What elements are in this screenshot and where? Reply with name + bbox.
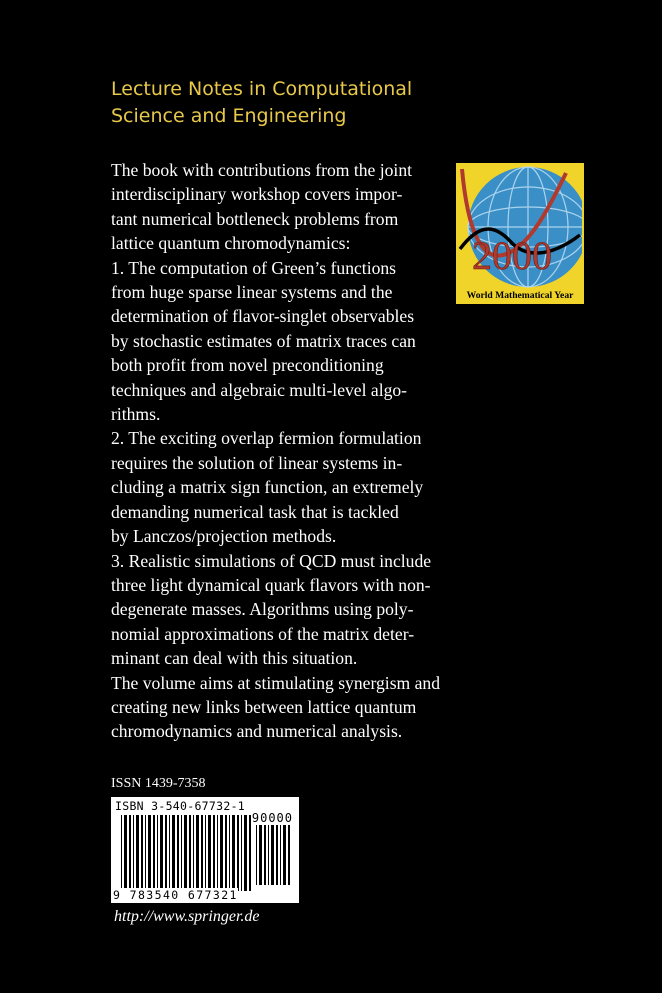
barcode-stripe bbox=[288, 825, 290, 885]
description-line: interdisciplinary workshop covers impor- bbox=[111, 184, 403, 205]
barcode-stripe bbox=[153, 815, 155, 891]
description-line: three light dynamical quark flavors with non- bbox=[111, 574, 431, 595]
description-line: creating new links between lattice quantum bbox=[111, 696, 417, 717]
barcode-stripe bbox=[213, 815, 215, 891]
barcode-stripe bbox=[196, 815, 199, 891]
barcode-stripe bbox=[220, 815, 223, 891]
description-line: chromodynamics and numerical analysis. bbox=[111, 721, 403, 742]
barcode-stripe bbox=[217, 815, 218, 891]
description-line: techniques and algebraic multi-level algo- bbox=[111, 379, 408, 400]
series-title-line-1: Lecture Notes in Computational bbox=[111, 78, 413, 100]
barcode-stripe bbox=[145, 815, 146, 891]
barcode-stripe bbox=[121, 815, 122, 891]
barcode-stripe bbox=[124, 815, 127, 891]
description-line: The volume aims at stimulating synergism and bbox=[111, 672, 441, 693]
book-description bbox=[111, 158, 471, 744]
barcode-stripe bbox=[256, 825, 257, 885]
barcode-stripe bbox=[148, 815, 151, 891]
description-line: both profit from novel preconditioning bbox=[111, 355, 384, 376]
description-line: lattice quantum chromodynamics: bbox=[111, 233, 351, 254]
description-line: tant numerical bottleneck problems from bbox=[111, 208, 399, 229]
ean-number: 9 783540 677321 bbox=[113, 888, 238, 902]
barcode-stripe bbox=[181, 815, 182, 891]
description-line: 3. Realistic simulations of QCD must include bbox=[111, 550, 432, 571]
barcode-stripe bbox=[237, 815, 239, 891]
barcode-stripe bbox=[276, 825, 278, 885]
description-line: degenerate masses. Algorithms using poly- bbox=[111, 599, 414, 620]
description-line: 1. The computation of Green’s functions bbox=[111, 257, 397, 278]
description-line: cluding a matrix sign function, an extremely bbox=[111, 477, 424, 498]
barcode-stripe bbox=[259, 825, 262, 885]
series-title-line-2: Science and Engineering bbox=[111, 105, 347, 127]
price-addon-code: 90000 bbox=[251, 811, 293, 825]
barcode-stripe bbox=[225, 815, 227, 891]
barcode-stripe bbox=[244, 815, 247, 891]
barcode-stripe bbox=[271, 825, 274, 885]
barcode-stripe bbox=[160, 815, 163, 891]
barcode-stripe bbox=[205, 815, 206, 891]
barcode-stripe bbox=[169, 815, 170, 891]
description-line: by Lanczos/projection methods. bbox=[111, 526, 337, 547]
description-line: minant can deal with this situation. bbox=[111, 648, 358, 669]
description-line: 2. The exciting overlap fermion formulation bbox=[111, 428, 422, 449]
ean-barcode-bars bbox=[121, 815, 253, 891]
barcode-stripe bbox=[193, 815, 194, 891]
world-mathematical-year-logo bbox=[456, 163, 584, 304]
isbn-barcode bbox=[111, 797, 299, 903]
publisher-url: http://www.springer.de bbox=[114, 908, 260, 925]
barcode-stripe bbox=[208, 815, 211, 891]
globe-2000-icon bbox=[458, 165, 582, 289]
barcode-stripe bbox=[136, 815, 139, 891]
logo-caption: World Mathematical Year bbox=[466, 290, 574, 301]
logo-year: 2000 bbox=[472, 233, 552, 278]
barcode-stripe bbox=[189, 815, 191, 891]
description-line: from huge sparse linear systems and the bbox=[111, 282, 393, 303]
barcode-stripe bbox=[241, 815, 242, 891]
description-line: demanding numerical task that is tackled bbox=[111, 501, 399, 522]
barcode-stripe bbox=[283, 825, 286, 885]
issn: ISSN 1439-7358 bbox=[111, 776, 206, 791]
barcode-stripe bbox=[268, 825, 269, 885]
description-line: requires the solution of linear systems in- bbox=[111, 452, 403, 473]
series-title bbox=[111, 76, 441, 130]
barcode-stripe bbox=[184, 815, 187, 891]
addon-barcode-bars bbox=[256, 825, 294, 885]
isbn-label: ISBN 3-540-67732-1 bbox=[115, 799, 246, 813]
description-line: by stochastic estimates of matrix traces can bbox=[111, 330, 416, 351]
barcode-stripe bbox=[264, 825, 266, 885]
description-line: determination of flavor-singlet observables bbox=[111, 306, 415, 327]
barcode-stripe bbox=[232, 815, 235, 891]
barcode-stripe bbox=[129, 815, 131, 891]
barcode-stripe bbox=[141, 815, 143, 891]
barcode-stripe bbox=[249, 815, 251, 891]
description-line: rithms. bbox=[111, 404, 161, 425]
barcode-stripe bbox=[172, 815, 175, 891]
description-line: The book with contributions from the joint bbox=[111, 160, 413, 180]
barcode-stripe bbox=[165, 815, 167, 891]
barcode-stripe bbox=[157, 815, 158, 891]
barcode-stripe bbox=[201, 815, 203, 891]
description-line: nomial approximations of the matrix deter- bbox=[111, 623, 415, 644]
barcode-stripe bbox=[133, 815, 134, 891]
barcode-stripe bbox=[229, 815, 230, 891]
barcode-stripe bbox=[177, 815, 179, 891]
barcode-stripe bbox=[280, 825, 281, 885]
